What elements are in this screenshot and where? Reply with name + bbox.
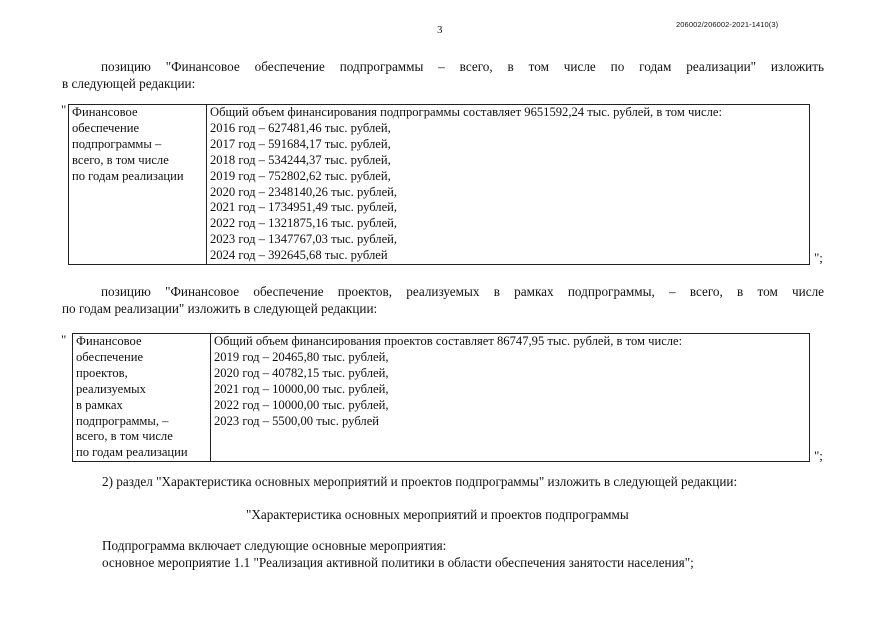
- table-2-left-line: Финансовое: [76, 334, 142, 348]
- paragraph-4: Подпрограмма включает следующие основные мероприятия:: [102, 538, 447, 553]
- paragraph-3: 2) раздел "Характеристика основных мероприятий и проектов подпрограммы" изложить в следующей редакции:: [102, 474, 738, 489]
- table-2-left-line: всего, в том числе: [76, 429, 173, 444]
- table-2-right-line: 2023 год – 5500,00 тыс. рублей: [214, 413, 380, 428]
- table-row: [73, 334, 810, 462]
- table-1-close-quote: ";: [814, 250, 823, 265]
- table-2-left-line: подпрограммы, –: [76, 413, 169, 428]
- page-number: 3: [437, 24, 443, 36]
- table-2-right-line: 2021 год – 10000,00 тыс. рублей,: [214, 381, 389, 396]
- document-id: 206002/206002-2021-1410(3): [676, 20, 779, 29]
- table-2-right-line: 2019 год – 20465,80 тыс. рублей,: [214, 349, 389, 364]
- table-1-right-cell: [207, 105, 810, 265]
- table-1-right-line: 2017 год – 591684,17 тыс. рублей,: [210, 136, 391, 151]
- table-1-left-line: по годам реализации: [72, 168, 184, 183]
- paragraph-1: [62, 58, 824, 92]
- table-1-open-quote: ": [61, 102, 67, 117]
- paragraph-2-line-2: по годам реализации" изложить в следующей редакции:: [62, 301, 378, 316]
- table-1-right-line: 2019 год – 752802,62 тыс. рублей,: [210, 168, 391, 183]
- table-2-open-quote: ": [61, 332, 67, 347]
- table-1-left-line: Финансовое: [72, 105, 138, 119]
- table-2-left-line: в рамках: [76, 397, 123, 412]
- table-1-right-line: 2018 год – 534244,37 тыс. рублей,: [210, 152, 391, 167]
- table-2-left-line: обеспечение: [76, 349, 144, 364]
- table-2-left-line: реализуемых: [76, 381, 146, 396]
- table-1-right-line: 2016 год – 627481,46 тыс. рублей,: [210, 120, 391, 135]
- table-row: [69, 105, 810, 265]
- table-1-right-line: Общий объем финансирования подпрограммы составляет 9651592,24 тыс. рублей, в том числе:: [210, 105, 723, 119]
- table-1-left-line: всего, в том числе: [72, 152, 169, 167]
- table-1-left-line: подпрограммы –: [72, 136, 162, 151]
- paragraph-1-line-1: позицию "Финансовое обеспечение подпрограммы – всего, в том числе по годам реализации" изложить: [101, 59, 824, 74]
- paragraph-2-line-1: позицию "Финансовое обеспечение проектов, реализуемых в рамках подпрограммы, – всего, в том числе: [101, 284, 824, 299]
- paragraph-1-line-2: в следующей редакции:: [62, 76, 196, 91]
- table-2: [72, 333, 810, 462]
- table-1-right-line: 2022 год – 1321875,16 тыс. рублей,: [210, 216, 398, 231]
- paragraph-2: [62, 283, 824, 317]
- table-2-right-line: 2022 год – 10000,00 тыс. рублей,: [214, 397, 389, 412]
- section-heading: "Характеристика основных мероприятий и проектов подпрограммы: [246, 507, 629, 522]
- table-1-right-line: 2024 год – 392645,68 тыс. рублей: [210, 248, 388, 263]
- table-1-right-line: 2021 год – 1734951,49 тыс. рублей,: [210, 200, 398, 215]
- table-1-left-cell: [69, 105, 207, 265]
- table-2-left-line: проектов,: [76, 365, 128, 380]
- table-2-right-line: 2020 год – 40782,15 тыс. рублей,: [214, 365, 389, 380]
- table-1-left-line: обеспечение: [72, 120, 140, 135]
- table-2-right-cell: [211, 334, 810, 462]
- table-1-right-line: 2023 год – 1347767,03 тыс. рублей,: [210, 232, 398, 247]
- table-2-left-line: по годам реализации: [76, 445, 188, 460]
- table-1: [68, 104, 810, 265]
- table-1-right-line: 2020 год – 2348140,26 тыс. рублей,: [210, 184, 398, 199]
- table-2-right-line: Общий объем финансирования проектов составляет 86747,95 тыс. рублей, в том числе:: [214, 334, 683, 348]
- table-2-close-quote: ";: [814, 448, 823, 463]
- paragraph-5: основное мероприятие 1.1 "Реализация активной политики в области обеспечения занятости населения";: [102, 555, 694, 570]
- table-2-left-cell: [73, 334, 211, 462]
